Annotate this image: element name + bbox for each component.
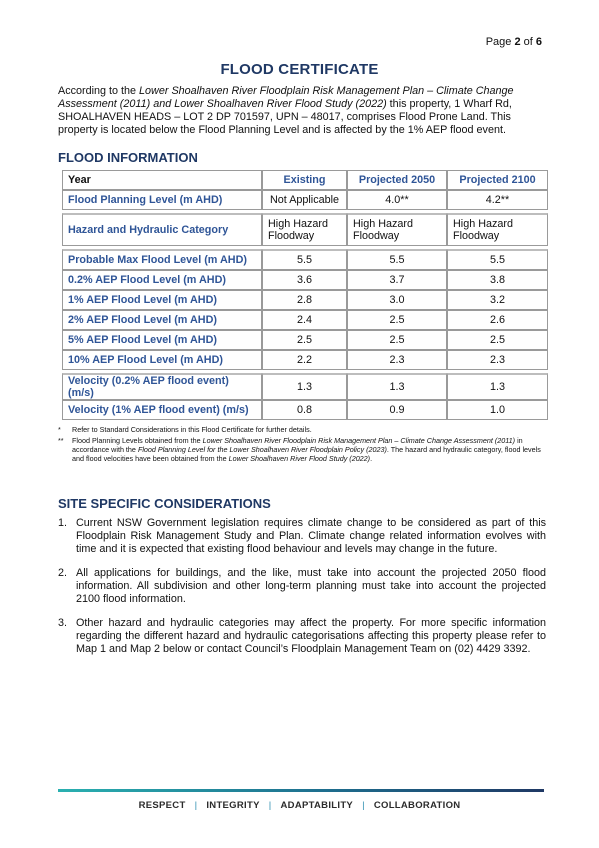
cell-2100: 1.3	[447, 373, 548, 400]
cell-existing: 2.4	[262, 310, 347, 330]
cell-2050: 4.0**	[347, 190, 447, 210]
cell-existing: 5.5	[262, 249, 347, 270]
site-considerations-list	[58, 517, 546, 667]
list-item	[58, 567, 546, 606]
cell-2100: 2.5	[447, 330, 548, 350]
cell-existing: 3.6	[262, 270, 347, 290]
footnote	[58, 436, 546, 463]
cell-2100: 5.5	[447, 249, 548, 270]
row-label: 1% AEP Flood Level (m AHD)	[62, 290, 262, 310]
table-row-5-aep-level	[62, 330, 548, 350]
row-label: 10% AEP Flood Level (m AHD)	[62, 350, 262, 370]
footer-separator: |	[362, 800, 365, 811]
cell-2050: 0.9	[347, 400, 447, 420]
cell-2050: 2.5	[347, 310, 447, 330]
footer-values	[0, 800, 599, 811]
cell-existing: 0.8	[262, 400, 347, 420]
cell-2100: 4.2**	[447, 190, 548, 210]
cell-2100: 3.2	[447, 290, 548, 310]
table-row-pmf-level	[62, 249, 548, 270]
list-item	[58, 617, 546, 656]
cell-existing: 2.5	[262, 330, 347, 350]
list-text: All applications for buildings, and the like, must take into account the projected 2050 flood information. All subdivision and other long-term planning must take into account the projected 2100 flood information.	[76, 567, 546, 605]
flood-information-heading: FLOOD INFORMATION	[58, 150, 198, 165]
cell-2100: High Hazard Floodway	[447, 213, 548, 246]
header-projected-2050: Projected 2050	[347, 170, 447, 190]
row-label: Hazard and Hydraulic Category	[62, 213, 262, 246]
footnote-marker: **	[58, 436, 64, 445]
site-considerations-heading: SITE SPECIFIC CONSIDERATIONS	[58, 496, 271, 511]
row-label: Velocity (0.2% AEP flood event) (m/s)	[62, 373, 262, 400]
header-projected-2100: Projected 2100	[447, 170, 548, 190]
table-row-10-aep-level	[62, 350, 548, 370]
cell-2050: High Hazard Floodway	[347, 213, 447, 246]
list-text: Current NSW Government legislation requires climate change to be considered as part of this Floodplain Risk Management Study and Plan. Climate change related information evolves with time and it is expected that existing flood behaviour and levels may change in the future.	[76, 517, 546, 555]
table-row-flood-planning-level	[62, 190, 548, 210]
cell-2050: 2.3	[347, 350, 447, 370]
row-label: 5% AEP Flood Level (m AHD)	[62, 330, 262, 350]
cell-2100: 2.6	[447, 310, 548, 330]
cell-2050: 5.5	[347, 249, 447, 270]
cell-existing: 1.3	[262, 373, 347, 400]
footnote	[58, 425, 546, 434]
table-row-0-2-aep-level	[62, 270, 548, 290]
footer-value-collaboration: COLLABORATION	[373, 800, 461, 811]
cell-2100: 3.8	[447, 270, 548, 290]
footer-value-integrity: INTEGRITY	[206, 800, 260, 811]
cell-2050: 3.7	[347, 270, 447, 290]
intro-paragraph: According to the Lower Shoalhaven River Floodplain Risk Management Plan – Climate Change Assessment (2011) and Lower Shoalhaven River Flood Study (2022) this property, 1 Wharf Rd, SHOALHAVEN HEADS – LOT 2 DP 701597, UPN – 48017, comprises Flood Prone Land. This property is located below the Flood Planning Level and is affected by the 1% AEP flood event.	[58, 85, 514, 136]
table-footnotes	[58, 425, 546, 465]
list-item	[58, 517, 546, 556]
footer-separator: |	[194, 800, 198, 811]
cell-existing: 2.8	[262, 290, 347, 310]
row-label: Probable Max Flood Level (m AHD)	[62, 249, 262, 270]
table-row-hazard-category	[62, 213, 548, 246]
header-existing: Existing	[262, 170, 347, 190]
cell-2050: 3.0	[347, 290, 447, 310]
list-number: 1.	[58, 517, 68, 529]
cell-2100: 2.3	[447, 350, 548, 370]
row-label: 0.2% AEP Flood Level (m AHD)	[62, 270, 262, 290]
table-row-velocity-1-aep	[62, 400, 548, 420]
footnote-text: Refer to Standard Considerations in this Flood Certificate for further details.	[72, 425, 312, 434]
footnote-text: Flood Planning Levels obtained from the Lower Shoalhaven River Floodplain Risk Management Plan – Climate Change Assessment (2011) in accordance with the Flood Planning Level for the Lower Shoalhaven River Floodplain Policy (2023). The hazard and hydraulic category, flood levels and flood velocities have been obtained from the Lower Shoalhaven River Flood Study (2022).	[72, 436, 541, 463]
footer-value-respect: RESPECT	[138, 800, 186, 811]
table-row-1-aep-level	[62, 290, 548, 310]
row-label: Flood Planning Level (m AHD)	[62, 190, 262, 210]
cell-existing: High Hazard Floodway	[262, 213, 347, 246]
row-label: Velocity (1% AEP flood event) (m/s)	[62, 400, 262, 420]
flood-information-table	[62, 170, 548, 420]
document-title: FLOOD CERTIFICATE	[220, 61, 379, 78]
row-label: 2% AEP Flood Level (m AHD)	[62, 310, 262, 330]
table-row-velocity-0-2-aep	[62, 373, 548, 400]
page-number: Page 2 of 6	[485, 36, 542, 48]
footer-divider	[58, 789, 544, 792]
cell-existing: 2.2	[262, 350, 347, 370]
table-row-2-aep-level	[62, 310, 548, 330]
list-text: Other hazard and hydraulic categories may affect the property. For more specific information regarding the different hazard and hydraulic categorisations affecting this property please refer to Map 1 and Map 2 below or contact Council’s Floodplain Management Team on (02) 4429 3392.	[76, 617, 546, 655]
cell-2050: 2.5	[347, 330, 447, 350]
cell-2100: 1.0	[447, 400, 548, 420]
footnote-marker: *	[58, 425, 61, 434]
table-header-row	[62, 170, 548, 190]
header-year: Year	[62, 170, 262, 190]
cell-existing: Not Applicable	[262, 190, 347, 210]
list-number: 2.	[58, 567, 68, 579]
cell-2050: 1.3	[347, 373, 447, 400]
footer-value-adaptability: ADAPTABILITY	[280, 800, 354, 811]
list-number: 3.	[58, 617, 68, 629]
footer-separator: |	[268, 800, 272, 811]
